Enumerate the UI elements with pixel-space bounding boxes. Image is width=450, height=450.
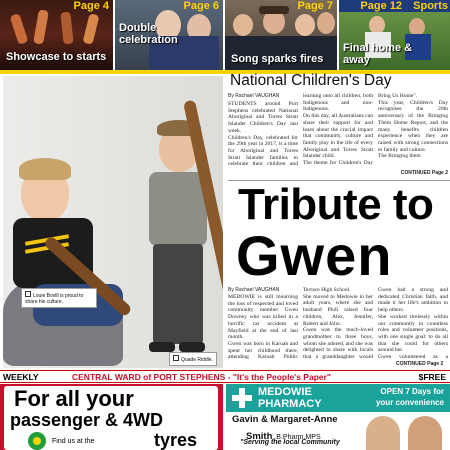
promo-caption: Showcase to starts [6,51,107,63]
promo-caption: Double celebration [119,22,178,46]
pharmacy-ad[interactable] [226,384,450,450]
person-face [233,14,253,36]
promo-page6[interactable] [115,0,223,70]
weekly-label: WEEKLY [3,372,39,382]
promo-page-label: Page 4 [73,0,109,12]
caption-text: Quade Riddle. [181,357,213,363]
promo-page12[interactable] [339,0,450,70]
tribute-headline-line1: Tribute to [238,180,434,229]
pharmacy-hours-line1: OPEN 7 Days for [380,387,444,396]
person-face [295,14,315,36]
bp-logo-icon [28,432,46,450]
tyres-ad-small: Find us at the [52,438,95,445]
pharmacist-photo [408,416,442,450]
dancer-figure [10,13,29,45]
tyres-ad-line1: For all your [14,386,134,411]
pharmacy-name-line1: MEDOWIE [258,386,312,398]
tyres-ad[interactable] [0,384,223,450]
story-column-3: Bring Us Home". This year, Children's Day recognises the 20th anniversary of the Bringing Them Home Report, and the many benefits children experience when they are raised with strong connections to family and culture. The Bringing them [378,93,448,160]
promo-caption: Final home & away [343,42,413,66]
tribute-headline-line2: Gwen [236,224,393,287]
dancer-figure [60,12,73,45]
caption-text: Louie Bovill is proud to share his culture. [25,293,84,305]
shoe [149,342,175,352]
pharmacy-hours-line2: your convenience [375,398,444,407]
promo-section-label: Sports [413,0,448,12]
continued-link[interactable]: CONTINUED Page 2 [400,170,448,176]
boy-hair [19,158,71,180]
pharmacy-owner-surname: Smith [246,431,273,442]
tyres-ad-line2: passenger & 4WD [10,410,164,430]
tribute-column-3: Gwen had a strong and dedicated Christian faith, and made it her life's ambition to help others. She worked tirelessly within our community in countless roles and volunteer positions, with one single goal: to do all that she could for others around her. Gwen volunteered as a [378,287,448,360]
photo-caption-right [169,352,217,366]
story-column-2: learning onto all children, both Indigenous and non-Indigenous. On this day, all Australians can share their support for and learn about the crucial impact that community, culture and family play in the life of every Aboriginal and Torres Strait Islander child. The theme for Children's Day [303,93,373,167]
tyres-ad-line3: tyres [154,430,198,450]
dancer-figure [33,9,49,44]
continued-link[interactable]: CONTINUED Page 2 [396,361,444,367]
promo-page7[interactable] [225,0,337,70]
promo-caption: Song sparks fires [231,53,324,65]
promo-page4[interactable] [0,0,113,70]
pharmacy-qualification: , B.Pharm.MPS [272,434,321,441]
promo-page-label: Page 12 [360,0,402,12]
caption-square-icon [173,355,179,361]
tribute-column-2: Terrace High School. She moved to Medowie in her adult years, where she and husband Phill raised four children, Alex, Jennifer, Robert and John. Gwen was the much-loved grandmother to three boys, whom she adored, and she was delighted to share with locals that a granddaughter would [303,287,373,360]
pharmacy-owners-line1: Gavin & Margaret-Anne [232,414,338,425]
story-national-childrens-day [228,72,450,180]
tribute-byline: By Rachael VAUGHAN [228,287,280,293]
tyres-ad-panel [4,386,218,450]
children-photo [3,76,223,368]
pharmacy-header [226,384,450,412]
boy-shirt [149,172,207,246]
boy-pants [153,244,203,344]
pharmacy-name-line2: PHARMACY [258,398,322,410]
tribute-column-1: MEDOWIE is still mourning the loss of respected and loved community member Gwen Downey who was killed in a horrific car accident at Mayfield at the end of last month. Gwen was born in Karuah and spent her childhood there, attending Karuah Public [228,294,298,360]
pharmacist-photo [366,416,400,450]
hat [259,6,289,14]
story-column-1: STUDENTS around Port Stephens celebrated National Aboriginal and Torres Strait Islander Children's Day last week. Children's Day, celebrated for the 29th year in 2017, is a time for Aboriginal and Torres Strait Islander families to celebrate their children and [228,101,298,167]
pharmacy-cross-icon [232,388,252,408]
promo-page-label: Page 6 [183,0,219,12]
photo-caption-left [21,288,97,308]
person-face [317,12,335,34]
dancer-figure [83,13,100,45]
shoe [179,342,205,352]
paper-tagline-bar [0,370,450,383]
story-byline: By Rachael VAUGHAN [228,93,280,99]
pharmacy-slogan: "Serving the local Community [240,439,340,446]
story-headline: National Children's Day [230,72,392,89]
caption-square-icon [25,291,31,297]
promo-page-label: Page 7 [297,0,333,12]
paper-tagline: CENTRAL WARD of PORT STEPHENS - "It's the People's Paper" [72,372,331,382]
free-label: $FREE [418,372,446,382]
